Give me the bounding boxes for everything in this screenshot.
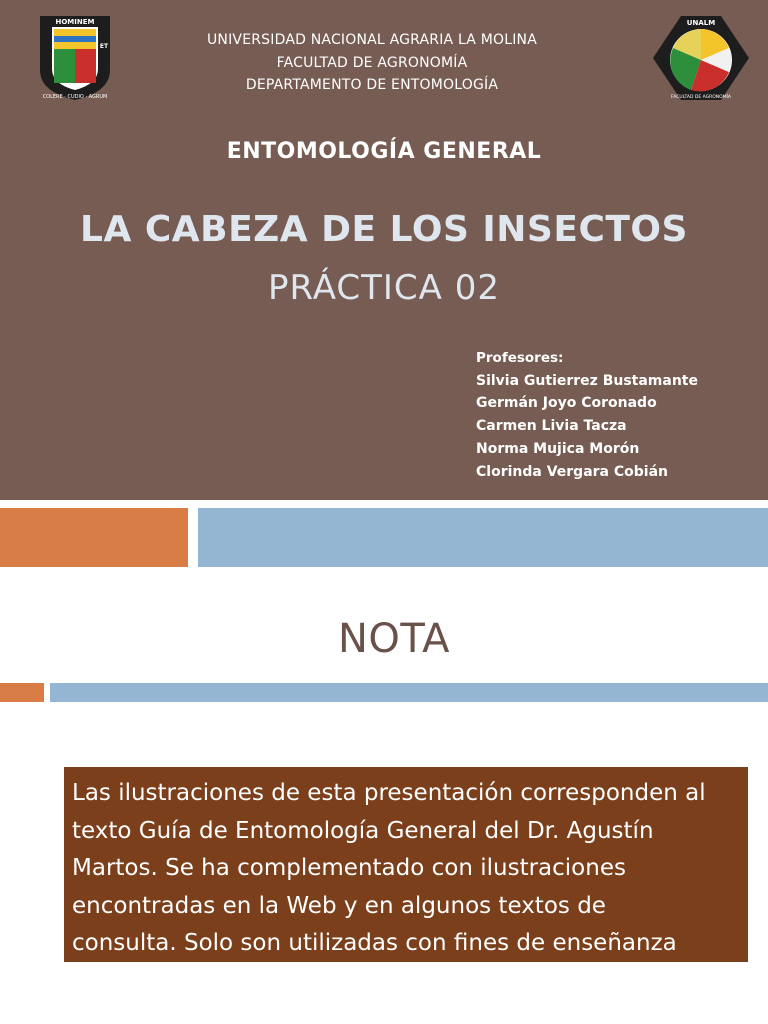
university-name: UNIVERSIDAD NACIONAL AGRARIA LA MOLINA <box>206 32 537 48</box>
note-text-box <box>64 767 748 962</box>
logo-right-ring-text: FACULTAD DE AGRONOMÍA <box>671 95 731 100</box>
decor-bar-orange-small <box>0 683 44 702</box>
department-name: DEPARTAMENTO DE ENTOMOLOGÍA <box>245 77 499 93</box>
note-line: texto Guía de Entomología General del Dr. Agustín <box>72 817 654 844</box>
professor-name: Norma Mujica Morón <box>476 440 640 457</box>
decor-bar-orange <box>0 508 188 567</box>
logo-left-right-text: ET <box>99 43 109 50</box>
note-line: Las ilustraciones de esta presentación corresponden al <box>72 780 706 806</box>
professor-name: Carmen Livia Tacza <box>476 418 627 435</box>
course-name: ENTOMOLOGÍA GENERAL <box>226 139 542 164</box>
logo-right-top-text: UNALM <box>686 19 716 27</box>
professor-name: Silvia Gutierrez Bustamante <box>476 372 698 389</box>
note-paragraph <box>72 775 747 963</box>
decor-bar-blue-long <box>50 683 768 702</box>
note-line: consulta. Solo son utilizadas con fines de enseñanza <box>72 930 677 956</box>
professors-heading: Profesores: <box>476 350 564 366</box>
university-shield-logo <box>38 14 112 102</box>
slide-subtitle: PRÁCTICA 02 <box>267 268 501 308</box>
logo-left-top-text: HOMINEM <box>55 18 95 26</box>
institution-header <box>120 29 624 97</box>
faculty-seal-logo <box>651 14 751 102</box>
note-line: Martos. Se ha complementado con ilustraciones <box>72 855 626 881</box>
note-slide-title: NOTA <box>337 616 451 662</box>
title-slide <box>0 0 768 500</box>
note-line: encontradas en la Web y en algunos textos de <box>72 892 606 919</box>
professor-name: Germán Joyo Coronado <box>476 395 657 412</box>
logo-left-bottom-text: COLERE · CUDIO · AGRUM <box>42 94 108 100</box>
faculty-name: FACULTAD DE AGRONOMÍA <box>276 54 468 71</box>
decor-bar-blue <box>198 508 768 567</box>
professor-name: Clorinda Vergara Cobián <box>476 463 668 480</box>
slide-title: LA CABEZA DE LOS INSECTOS <box>80 209 688 250</box>
professors-list <box>476 347 698 483</box>
